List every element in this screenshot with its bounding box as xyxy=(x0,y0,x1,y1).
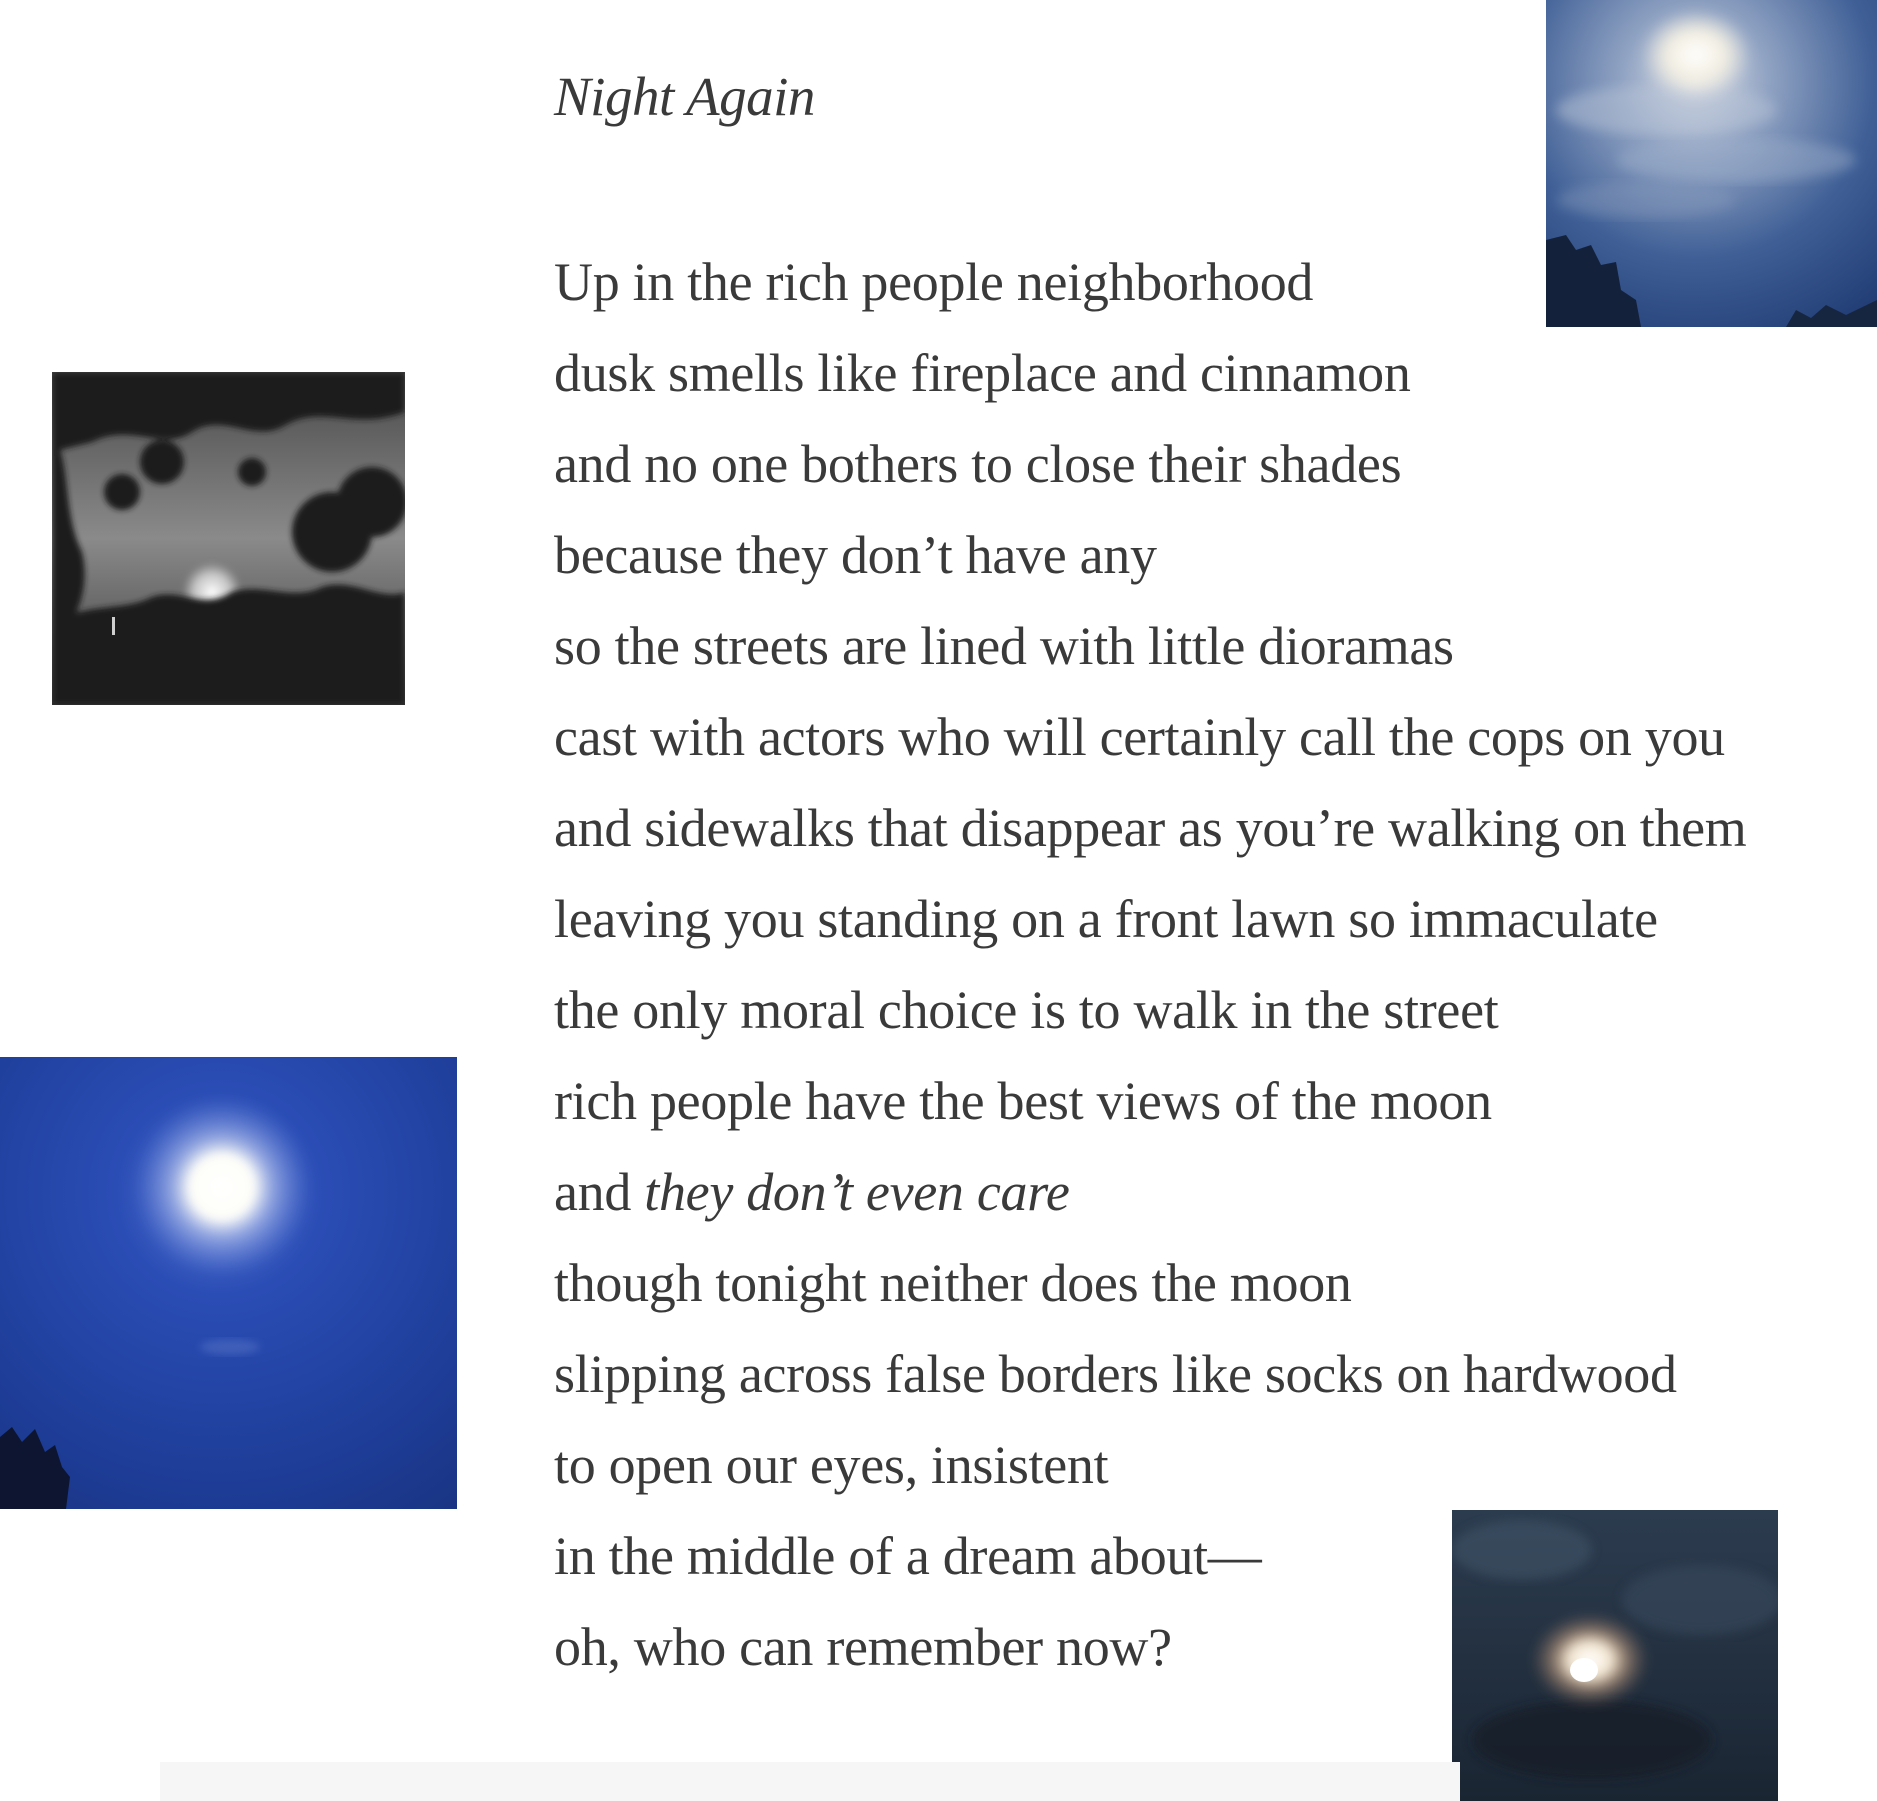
bottom-shade xyxy=(160,1762,1460,1801)
poem-line: to open our eyes, insistent xyxy=(554,1435,1109,1495)
moon-through-trees-photo xyxy=(52,372,405,705)
poem-line: cast with actors who will certainly call the cops on you xyxy=(554,707,1725,767)
poem-line: in the middle of a dream about— xyxy=(554,1526,1262,1586)
poem-line: rich people have the best views of the moon xyxy=(554,1071,1492,1131)
poem-line: so the streets are lined with little dioramas xyxy=(554,616,1454,676)
full-moon-blue-sky-photo xyxy=(0,1057,457,1509)
poem-body xyxy=(554,237,1854,1693)
poem-line: though tonight neither does the moon xyxy=(554,1253,1352,1313)
moon-dark-clouds-photo xyxy=(1452,1510,1778,1801)
poem-line: dusk smells like fireplace and cinnamon xyxy=(554,343,1411,403)
poem-line: oh, who can remember now? xyxy=(554,1617,1172,1677)
poem-line: slipping across false borders like socks on hardwood xyxy=(554,1344,1677,1404)
poem-title: Night Again xyxy=(554,66,815,127)
poem-line: the only moral choice is to walk in the street xyxy=(554,980,1499,1040)
poem-line: leaving you standing on a front lawn so immaculate xyxy=(554,889,1658,949)
italic-phrase: they don’t even care xyxy=(644,1162,1070,1222)
poem-line: Up in the rich people neighborhood xyxy=(554,252,1314,312)
moon-behind-clouds-photo xyxy=(1546,0,1877,327)
poem-line: and they don’t even care xyxy=(554,1162,1070,1222)
poem-line: and no one bothers to close their shades xyxy=(554,434,1402,494)
poem-line: and sidewalks that disappear as you’re walking on them xyxy=(554,798,1747,858)
poem-line: because they don’t have any xyxy=(554,525,1157,585)
